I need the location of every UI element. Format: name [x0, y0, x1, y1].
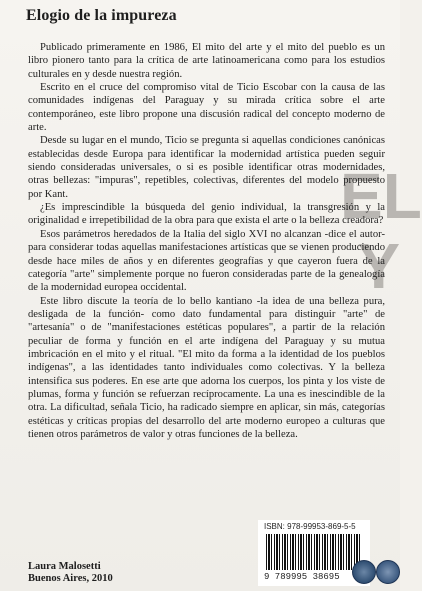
paragraph: Desde su lugar en el mundo, Ticio se pregunta si aquellas condiciones canónicas establecidas desde Europa para identificar la modernidad artística pueden seguir siendo consideradas universales, o si es posible identificar otras modernidades, otras bellezas: "impuras", repetibles, colectivas, diferentes del modelo propuesto por Kant. — [28, 135, 385, 200]
paragraph: ¿Es imprescindible la búsqueda del genio individual, la transgresión y la originalidad e irrepetibilidad de la obra para que exista el arte o la belleza creadora? — [28, 202, 385, 227]
publisher-seal-icon — [352, 560, 376, 584]
paragraph: Publicado primeramente en 1986, El mito del arte y el mito del pueblo es un libro pionero tanto para la crítica de arte latinoamericana como para los estudios culturales en y desde nuestra región. — [28, 42, 385, 80]
page-title: Elogio de la impureza — [26, 7, 177, 24]
paragraph: Escrito en el cruce del compromiso vital de Ticio Escobar con la causa de las comunidades indígenas del Paraguay y su mirada crítica sobre el arte contemporáneo, este libro propone una discusión radical del concepto moderno de arte. — [28, 82, 385, 134]
paragraph: Este libro discute la teoría de lo bello kantiano -la idea de una belleza pura, desligada de la función- como dato fundamental para distinguir "arte" de "artesanía" o de "manifestaciones estéticas populares", a partir de la relación peculiar de forma y función en el arte indígena del Paraguay y su mutua imbricación en el mito y el ritual. "El mito da forma a la identidad de los pueblos indígenas", a las identidades tanto individuales como colectivas. Y la belleza intensifica sus poderes. En ese arte que adorna los cuerpos, los pinta y los viste de plumas, forma y función se refuerzan recíprocamente. La una es inescindible de la otra. La dificultad, señala Ticio, ha radicado siempre en aplicar, sin más, categorías estéticas y críticas propias del desarrollo del arte moderno europeo a culturas que tienen otros parámetros de valor y otras funciones de la belleza. — [28, 295, 385, 440]
place-date: Buenos Aires, 2010 — [28, 573, 113, 584]
cover-letter-y: Y — [357, 230, 400, 302]
barcode-bars — [266, 534, 362, 570]
cover-letters-el: EL — [340, 160, 422, 232]
author-name: Laura Malosetti — [28, 561, 101, 572]
publisher-seal-icon — [376, 560, 400, 584]
barcode-number: 9 789995 38695 — [264, 572, 340, 582]
author-credit — [28, 561, 113, 585]
isbn-label: ISBN: 978-99953-869-5-5 — [264, 522, 356, 531]
paragraph: Esos parámetros heredados de la Italia del siglo XVI no alcanzan -dice el autor- para considerar todas aquellas manifestaciones artísticas que se vienen produciendo desde hace miles de años y en diferentes geografías y que cayeron fuera de la categoría "arte" simplemente porque no fueron consideradas parte de la genealogía de la modernidad europea occidental. — [28, 228, 385, 294]
body-text — [28, 41, 385, 441]
